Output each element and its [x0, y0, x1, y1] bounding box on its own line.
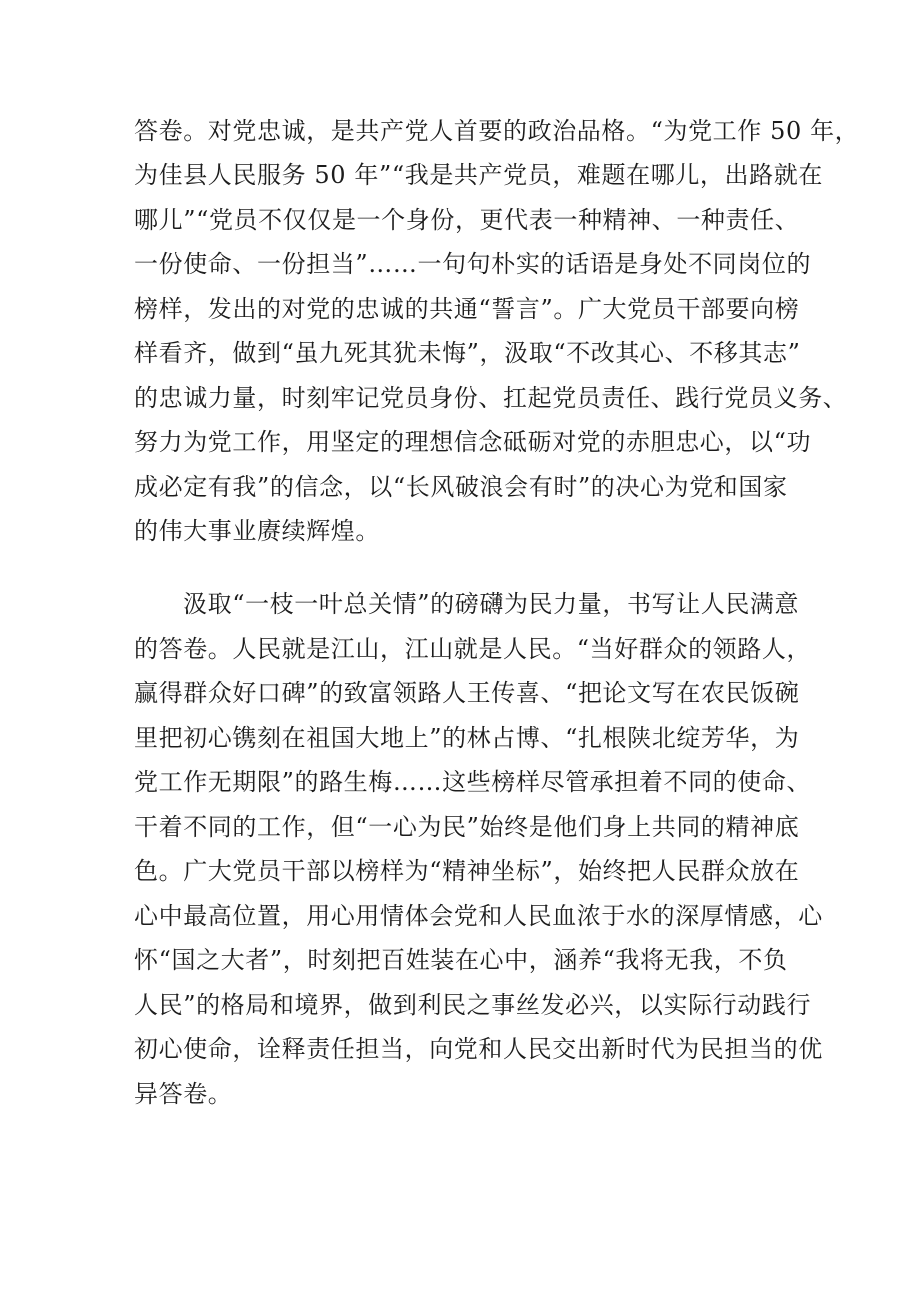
- paragraph-2-line-3: 赢得群众好口碑”的致富领路人王传喜、“把论文写在农民饭碗: [134, 679, 800, 707]
- paragraph-1-line-6: 样看齐，做到“虽九死其犹未悔”，汲取“不改其心、不移其志”: [134, 339, 801, 367]
- paragraph-1-line-10: 的伟大事业赓续辉煌。: [134, 517, 380, 545]
- paragraph-2-line-6: 干着不同的工作，但“一心为民”始终是他们身上共同的精神底: [134, 813, 800, 841]
- paragraph-1-line-3: 哪儿”“党员不仅仅是一个身份，更代表一种精神、一种责任、: [134, 206, 800, 234]
- paragraph-1-line-1: 答卷。对党忠诚，是共产党人首要的政治品格。“为党工作 50 年，: [134, 117, 860, 145]
- paragraph-2-line-10: 人民”的格局和境界，做到利民之事丝发必兴，以实际行动践行: [134, 991, 812, 1019]
- paragraph-2-line-9: 怀“国之大者”，时刻把百姓装在心中，涵养“我将无我，不负: [134, 946, 788, 974]
- paragraph-2-line-2: 的答卷。人民就是江山，江山就是人民。“当好群众的领路人，: [134, 635, 812, 663]
- paragraph-2-line-5: 党工作无期限”的路生梅……这些榜样尽管承担着不同的使命、: [134, 768, 812, 796]
- paragraph-1-line-9: 成必定有我”的信念，以“长风破浪会有时”的决心为党和国家: [134, 473, 788, 501]
- paragraph-2-line-7: 色。广大党员干部以榜样为“精神坐标”，始终把人民群众放在: [134, 857, 800, 885]
- paragraph-1-line-7: 的忠诚力量，时刻牢记党员身份、扛起党员责任、践行党员义务、: [134, 384, 848, 412]
- paragraph-1-line-2: 为佳县人民服务 50 年”“我是共产党员，难题在哪儿，出路就在: [134, 161, 823, 189]
- paragraph-2-line-4: 里把初心镌刻在祖国大地上”的林占博、“扎根陕北绽芳华，为: [134, 724, 800, 752]
- paragraph-2-line-1: 汲取“一枝一叶总关情”的磅礴为民力量，书写让人民满意: [183, 590, 800, 618]
- paragraph-2-line-8: 心中最高位置，用心用情体会党和人民血浓于水的深厚情感，心: [134, 902, 823, 930]
- paragraph-1-line-8: 努力为党工作，用坚定的理想信念砥砺对党的赤胆忠心，以“功: [134, 428, 812, 456]
- paragraph-2-line-12: 异答卷。: [134, 1080, 233, 1108]
- paragraph-1-line-4: 一份使命、一份担当”……一句句朴实的话语是身处不同岗位的: [134, 250, 812, 278]
- paragraph-2-line-11: 初心使命，诠释责任担当，向党和人民交出新时代为民担当的优: [134, 1035, 823, 1063]
- paragraph-1-line-5: 榜样，发出的对党的忠诚的共通“誓言”。广大党员干部要向榜: [134, 295, 800, 323]
